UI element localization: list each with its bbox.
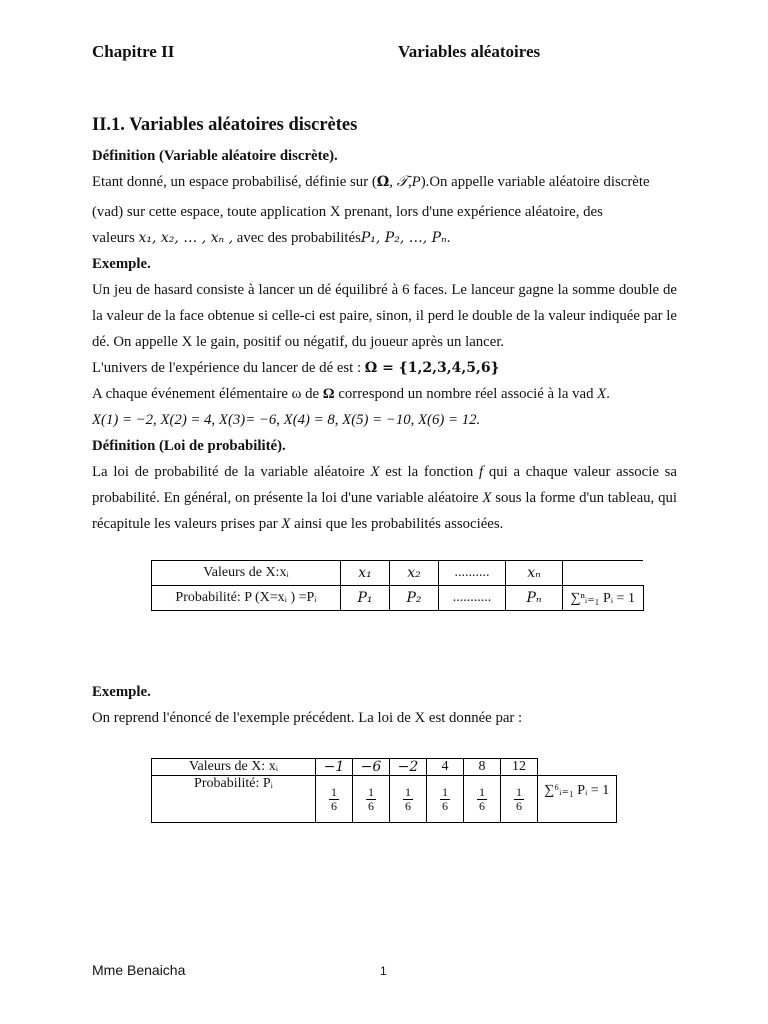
table-row [152, 759, 617, 776]
table-cell [353, 776, 390, 823]
table-cell: −6 [353, 759, 390, 776]
fraction: $\frac{1}{6}$ [405, 784, 411, 813]
example2-heading: Exemple. [92, 684, 151, 700]
sum-cell: ∑⁶ᵢ₌₁ Pᵢ = 1 [538, 776, 617, 823]
chapter-label: Chapitre II [92, 42, 175, 61]
table-cell [427, 776, 464, 823]
fraction: $\frac{1}{6}$ [368, 784, 374, 813]
table-row [152, 776, 617, 823]
table-cell: 4 [427, 759, 464, 776]
table-cell: xₙ [506, 561, 563, 586]
definition-line-2: (vad) sur cette espace, toute application X prenant, lors d'une expérience aléatoire, des [92, 204, 603, 220]
definition-heading: Définition (Variable aléatoire discrète). [92, 148, 338, 164]
table-cell: x₂ [390, 561, 439, 586]
table-cell: Valeurs de X: xᵢ [152, 759, 316, 776]
example-heading: Exemple. [92, 256, 151, 272]
table-cell: Probabilité: Pᵢ [152, 776, 316, 823]
probability-law-table [151, 560, 644, 611]
table-cell: −1 [316, 759, 353, 776]
table-cell: 8 [464, 759, 501, 776]
table-cell: 12 [501, 759, 538, 776]
table-cell: x₁ [341, 561, 390, 586]
fraction: $\frac{1}{6}$ [331, 784, 337, 813]
example2-line: On reprend l'énoncé de l'exemple précédent. La loi de X est donnée par : [92, 710, 523, 726]
definition2-heading: Définition (Loi de probabilité). [92, 438, 286, 454]
table-cell: ........... [439, 586, 506, 611]
fraction: $\frac{1}{6}$ [442, 784, 448, 813]
omega-line: A chaque événement élémentaire ω de Ω correspond un nombre réel associé à la vad X. [92, 386, 610, 402]
values-line: X(1) = −2, X(2) = 4, X(3)= −6, X(4) = 8, X(5) = −10, X(6) = 12. [92, 412, 481, 428]
chapter-title: Variables aléatoires [398, 42, 541, 61]
table-cell [501, 776, 538, 823]
table-cell: .......... [439, 561, 506, 586]
table-cell [464, 776, 501, 823]
table-cell [563, 561, 644, 586]
table-cell [316, 776, 353, 823]
definition-line-1: Etant donné, un espace probabilisé, définie sur (Ω, 𝒯,P).On appelle variable aléatoire discrète [92, 174, 650, 190]
section-title: II.1. Variables aléatoires discrètes [92, 115, 358, 135]
example2 [92, 679, 677, 731]
sum-cell: ∑ⁿᵢ₌₁ Pᵢ = 1 [563, 586, 644, 611]
table-cell [390, 776, 427, 823]
table-cell: −2 [390, 759, 427, 776]
fraction: $\frac{1}{6}$ [516, 784, 522, 813]
definition-line-3: valeurs x₁, x₂, … , xₙ , avec des probabilitésP₁, P₂, …, Pₙ. [92, 230, 451, 246]
table-cell: P₁ [341, 586, 390, 611]
table-row [152, 586, 644, 611]
table-cell: Valeurs de X:xᵢ [152, 561, 341, 586]
definition2-paragraph: La loi de probabilité de la variable aléatoire X est la fonction f qui a chaque valeur associe sa probabilité. En général, on présente la loi d'une variable aléatoire X sous la forme d'un tableau, qui récapitule les valeurs prises par X ainsi que les probabilités associées. [92, 464, 677, 532]
example-paragraph: Un jeu de hasard consiste à lancer un dé équilibré à 6 faces. Le lanceur gagne la somme double de la valeur de la face obtenue si celle-ci est paire, sinon, il perd le double de la valeur indiquée par le dé. On appelle X le gain, positif ou négatif, du joueur après un lancer. [92, 282, 677, 350]
table-cell: Probabilité: P (X=xᵢ ) =Pᵢ [152, 586, 341, 611]
table-cell: Pₙ [506, 586, 563, 611]
footer-author: Mme Benaicha [92, 962, 186, 978]
page-number: 1 [380, 964, 387, 978]
example-law-table [151, 758, 617, 823]
univers-line: L'univers de l'expérience du lancer de dé est : Ω = {1,2,3,4,5,6} [92, 360, 500, 376]
table-row [152, 561, 644, 586]
table-cell [538, 759, 617, 776]
fraction: $\frac{1}{6}$ [479, 784, 485, 813]
table-cell: P₂ [390, 586, 439, 611]
main-text [92, 143, 677, 537]
